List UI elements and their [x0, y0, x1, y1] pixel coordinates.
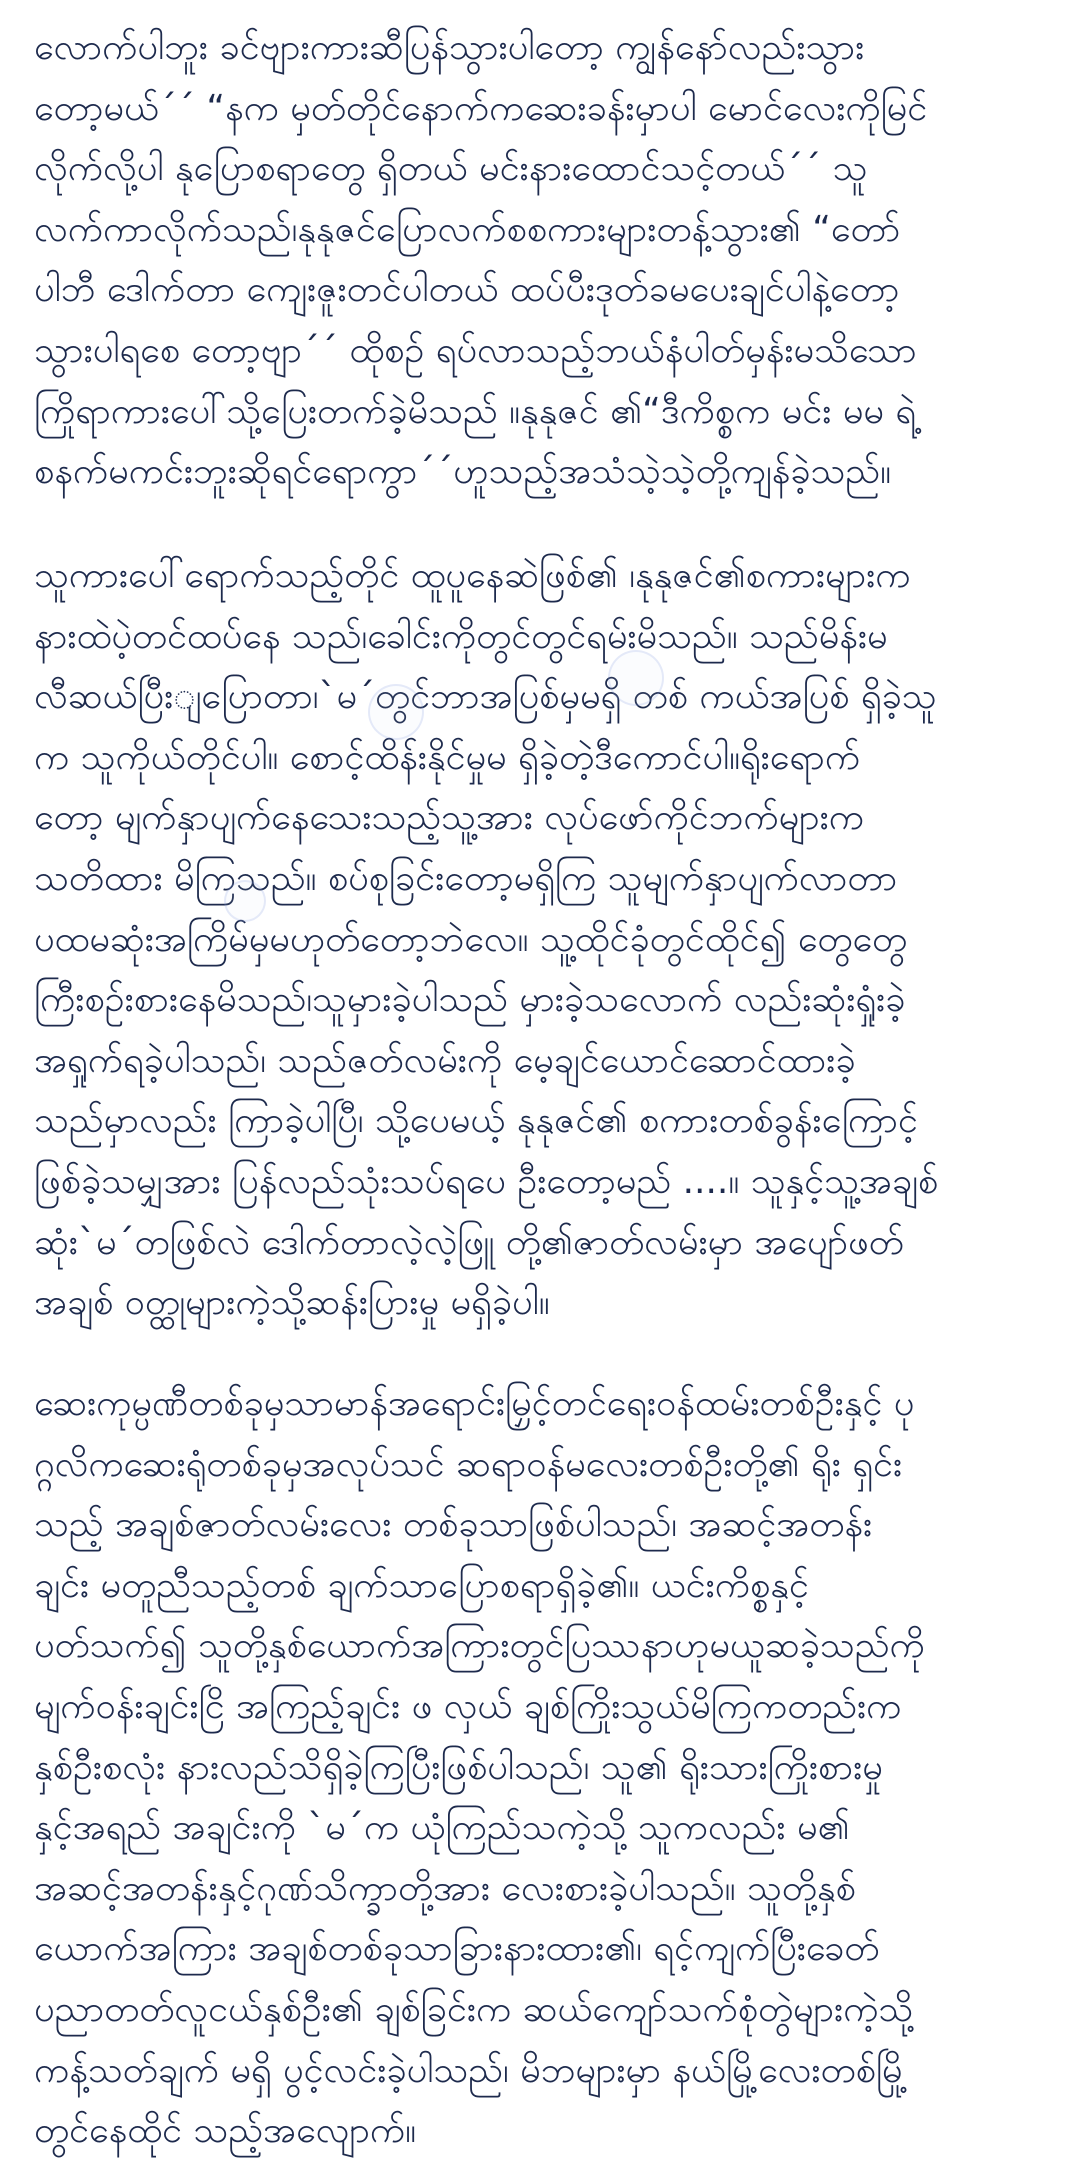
- text-line: လီဆယ်ပြီးျပြောတာ၊`မ´တွင်ဘာအပြစ်မှမရှိ တစ် ကယ်အပြစ် ရှိခဲ့သူ: [34, 676, 937, 718]
- text-line: ကြိုရာကားပေါ်သို့ပြေးတက်ခဲ့မိသည် ။နုနုဇင် ၏“ဒီကိစ္စက မင်း မမ ရဲ့: [34, 390, 917, 432]
- text-line: ပထမဆုံးအကြိမ်မှမဟုတ်တော့ဘဲလေ။ သူ့ထိုင်ခုံတွင်ထိုင်၍ တွေတွေ: [34, 918, 908, 960]
- text-line: လောက်ပါဘူး ခင်ဗျားကားဆီပြန်သွားပါတော့ ကျွန်နော်လည်းသွား: [34, 27, 865, 68]
- text-line: လိုက်လို့ပါ နုပြောစရာတွေ ရှိတယ် မင်းနားထောင်သင့်တယ်´´ သူ: [34, 148, 868, 190]
- text-line: ဖြစ်ခဲ့သမျှအား ပြန်လည်သုံးသပ်ရပေ ဦးတော့မည် ....။ သူနှင့်သူ့အချစ်: [34, 1160, 939, 1202]
- text-line: က သူကိုယ်တိုင်ပါ။ စောင့်ထိန်းနိုင်မှုမ ရှိခဲ့တဲ့ဒီကောင်ပါ။ရိုးရောက်: [34, 736, 861, 778]
- text-line: သည့် အချစ်ဇာတ်လမ်းလေး တစ်ခုသာဖြစ်ပါသည်၊ အဆင့်အတန်း: [34, 1504, 873, 1546]
- text-line: ချင်း မတူညီသည့်တစ် ချက်သာပြောစရာရှိခဲ့၏။ ယင်းကိစ္စနှင့်: [34, 1564, 809, 1606]
- touch-ripple-marker: [368, 684, 424, 740]
- text-line: လက်ကာလိုက်သည်၊နုနုဇင်ပြောလက်စစကားများတန့်သွား၏ “တော်: [34, 208, 901, 250]
- text-line: ဆေးကုမ္ပဏီတစ်ခုမှသာမာန်အရောင်းမြှင့်တင်ရေးဝန်ထမ်းတစ်ဦးနှင့် ပု: [34, 1383, 915, 1424]
- text-line: စနက်မကင်းဘူးဆိုရင်ရောကွာ´´ဟူသည့်အသံသဲ့သဲ့တို့ကျန်ခဲ့သည်။: [34, 451, 891, 493]
- text-line: တော့ မျက်နှာပျက်နေသေးသည့်သူ့အား လုပ်ဖော်ကိုင်ဘက်များက: [34, 797, 865, 839]
- text-line: သူကားပေါ်ရောက်သည့်တိုင် ထူပူနေဆဲဖြစ်၏ ၊နုနုဇင်၏စကားများက: [34, 555, 911, 596]
- text-line: နှစ်ဦးစလုံး နားလည်သိရှိခဲ့ကြပြီးဖြစ်ပါသည်၊ သူ၏ ရိုးသားကြိုးစားမှု: [34, 1746, 883, 1788]
- text-line: ယောက်အကြား အချစ်တစ်ခုသာခြားနားထား၏၊ ရင့်ကျက်ပြီးခေတ်: [34, 1928, 880, 1970]
- touch-ripple-marker: [224, 880, 266, 922]
- paragraph-1: [34, 18, 1046, 503]
- text-line: နှင့်အရည် အချင်းကို `မ´က ယုံကြည်သကဲ့သို့ သူကလည်း မ၏: [34, 1807, 850, 1849]
- text-line: တော့မယ်´´ “နက မှတ်တိုင်နောက်ကဆေးခန်းမှာပါ မောင်လေးကိုမြင်: [34, 87, 928, 129]
- paragraph-3: [34, 1374, 1046, 2162]
- text-line: အချစ် ဝတ္ထုများကဲ့သို့ဆန်းပြားမှု မရှိခဲ့ပါ။: [34, 1282, 550, 1324]
- paragraph-2: [34, 546, 1046, 1334]
- text-line: ဂ္ဂလိကဆေးရုံတစ်ခုမှအလုပ်သင် ဆရာဝန်မလေးတစ်ဦးတို့၏ ရိုး ရှင်း: [34, 1443, 903, 1485]
- text-line: ပတ်သက်၍ သူတို့နှစ်ယောက်အကြားတွင်ပြဿနာဟုမယူဆခဲ့သည်ကို: [34, 1625, 925, 1667]
- text-line: ဆုံး`မ´တဖြစ်လဲ ဒေါက်တာလဲ့လဲ့ဖြူ တို့၏ဇာတ်လမ်းမှာ အပျော်ဖတ်: [34, 1221, 904, 1263]
- clipped-previous-line: [34, 0, 1044, 2]
- text-line: ပညာတတ်လူငယ်နှစ်ဦး၏ ချစ်ခြင်းက ဆယ်ကျော်သက်စုံတွဲများကဲ့သို့: [34, 1988, 914, 2030]
- text-line: သည်မှာလည်း ကြာခဲ့ပါပြီ၊ သို့ပေမယ့် နုနုဇင်၏ စကားတစ်ခွန်းကြောင့်: [34, 1100, 918, 1142]
- text-line: သွားပါရစေ တော့ဗျာ´´ ထိုစဉ် ရပ်လာသည့်ဘယ်နံပါတ်မှန်းမသိသော: [34, 329, 917, 371]
- text-line: ပါဘီ ဒေါက်တာ ကျေးဇူးတင်ပါတယ် ထပ်ပီးဒုတ်ခမပေးချင်ပါနဲ့တော့: [34, 269, 900, 311]
- text-line: ကန့်သတ်ချက် မရှိ ပွင့်လင်းခဲ့ပါသည်၊ မိဘများမှာ နယ်မြို့လေးတစ်မြို့: [34, 2049, 909, 2091]
- text-line: အဆင့်အတန်းနှင့်ဂုဏ်သိက္ခာတို့အား လေးစားခဲ့ပါသည်။ သူတို့နှစ်: [34, 1867, 856, 1909]
- text-line: မျက်ဝန်းချင်းငြိ အကြည့်ချင်း ဖ လှယ် ချစ်ကြိုးသွယ်မိကြကတည်းက: [34, 1685, 902, 1727]
- text-line: တွင်နေထိုင် သည့်အလျောက်။: [34, 2110, 416, 2152]
- text-line: သတိထား မိကြသည်။ စပ်စုခြင်းတော့မရှိကြ သူမျက်နှာပျက်လာတာ: [34, 857, 898, 899]
- touch-ripple-marker: [608, 650, 664, 706]
- text-line: ကြီးစဉ်းစားနေမိသည်၊သူမှားခဲ့ပါသည် မှားခဲ့သလောက် လည်းဆုံးရှုံးခဲ့: [34, 979, 906, 1021]
- text-line: အရှုက်ရခဲ့ပါသည်၊ သည်ဇတ်လမ်းကို မေ့ချင်ယောင်ဆောင်ထားခဲ့: [34, 1039, 856, 1081]
- text-line: နားထဲပဲ့တင်ထပ်နေ သည်၊ခေါင်းကိုတွင်တွင်ရမ်းမိသည်။ သည်မိန်းမ: [34, 615, 888, 657]
